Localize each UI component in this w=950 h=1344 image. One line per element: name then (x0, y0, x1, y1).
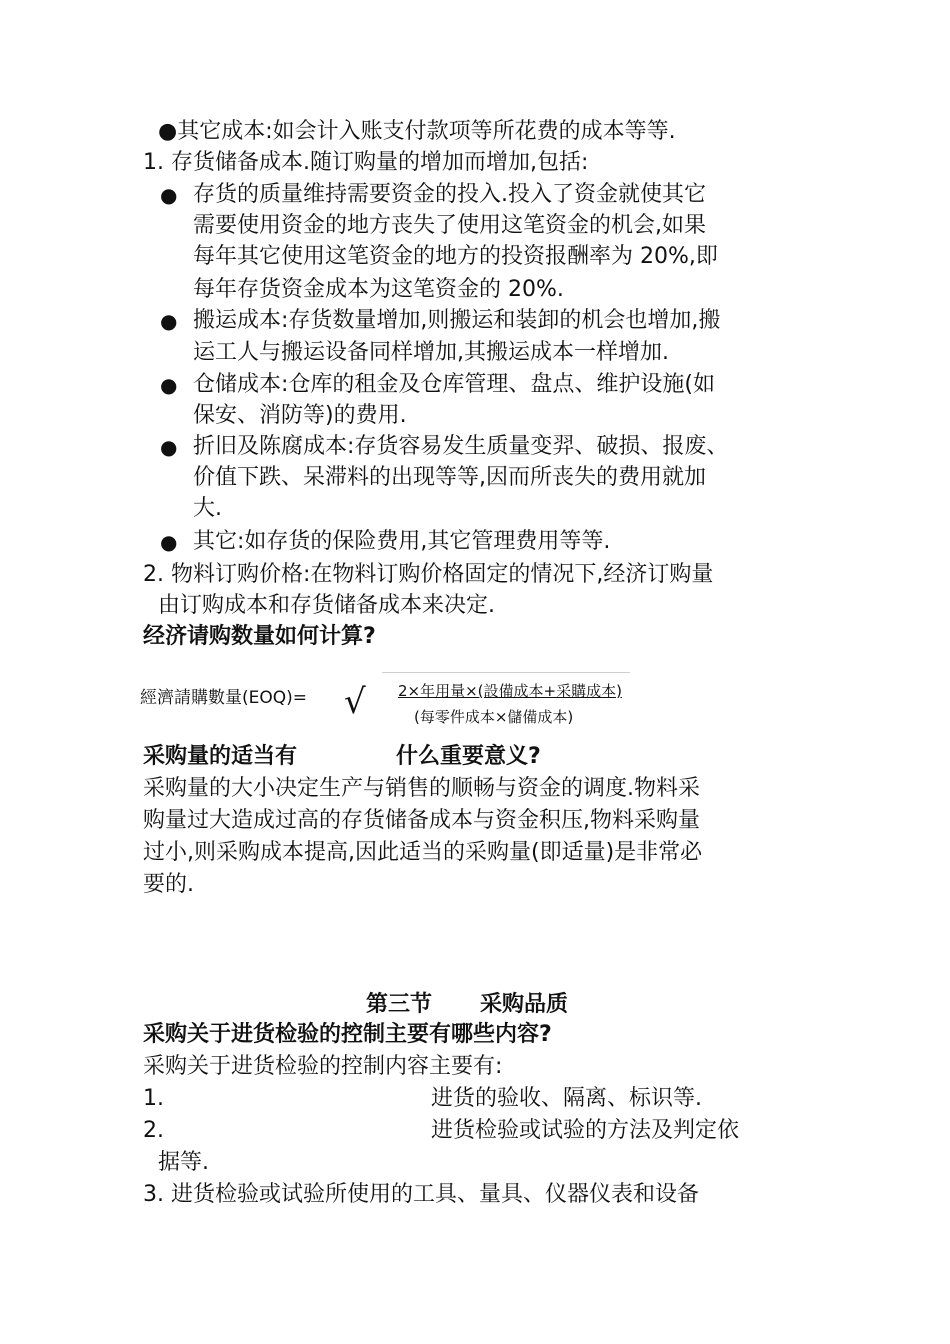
sqrt-icon: √ (344, 682, 366, 722)
text-line-other-costs: ●其它成本:如会计入账支付款项等所花费的成本等等. (158, 119, 676, 144)
bullet-text-line: 大. (193, 496, 222, 521)
inspection-item-number: 1. (143, 1086, 164, 1111)
heading-meaning-part1: 采购量的适当有 (143, 744, 298, 769)
inspection-item-text-cont: 据等. (158, 1150, 209, 1175)
heading-inspection: 采购关于进货检验的控制主要有哪些内容? (143, 1022, 552, 1047)
bullet-text-line: 每年其它使用这笔资金的地方的投资报酬率为 20%,即 (193, 244, 718, 269)
bullet-icon: ● (160, 530, 178, 554)
inspection-item-text: 进货检验或试验的方法及判定依 (431, 1118, 740, 1143)
bullet-text-line: 仓储成本:仓库的租金及仓库管理、盘点、维护设施(如 (193, 372, 715, 397)
section-title-name: 采购品质 (480, 992, 569, 1017)
bullet-icon: ● (160, 183, 178, 207)
paragraph-line: 购量过大造成过高的存货储备成本与资金积压,物料采购量 (143, 808, 700, 833)
heading-meaning-part2: 什么重要意义? (396, 744, 541, 769)
inspection-item-text: 进货的验收、隔离、标识等. (431, 1086, 702, 1111)
root-vinculum (382, 672, 630, 673)
bullet-text-line: 价值下跌、呆滞料的出现等等,因而所丧失的费用就加 (193, 465, 706, 490)
bullet-text-line: 保安、消防等)的费用. (193, 403, 407, 428)
bullet-icon: ● (160, 373, 178, 397)
bullet-text-line: 每年存货资金成本为这笔资金的 20%. (193, 277, 564, 302)
bullet-text-line: 需要使用资金的地方丧失了使用这笔资金的机会,如果 (193, 213, 706, 238)
bullet-text-line: 搬运成本:存货数量增加,则搬运和装卸的机会也增加,搬 (193, 308, 721, 333)
heading-eoq: 经济请购数量如何计算? (143, 624, 376, 649)
bullet-text-line: 存货的质量维持需要资金的投入.投入了资金就使其它 (193, 182, 706, 207)
bullet-icon: ● (160, 435, 178, 459)
bullet-text-line: 折旧及陈腐成本:存货容易发生质量变羿、破损、报废、 (193, 434, 729, 459)
paragraph-line: 过小,则采购成本提高,因此适当的采购量(即适量)是非常必 (143, 840, 703, 865)
inspection-item-number: 2. (143, 1118, 164, 1143)
formula-lhs: 經濟請購數量(EOQ)= (140, 688, 308, 708)
bullet-text-line: 运工人与搬运设备同样增加,其搬运成本一样增加. (193, 340, 669, 365)
list-item-purchase-price: 2. 物料订购价格:在物料订购价格固定的情况下,经济订购量 (143, 562, 714, 587)
paragraph-line: 采购量的大小决定生产与销售的顺畅与资金的调度.物料采 (143, 776, 700, 801)
list-item-storage-cost: 1. 存货储备成本.随订购量的增加而增加,包括: (143, 150, 589, 175)
inspection-item-text: 3. 进货检验或试验所使用的工具、量具、仪器仪表和设备 (143, 1182, 699, 1207)
section-title-number: 第三节 (366, 992, 433, 1017)
formula-denominator: (每零件成本×儲備成本) (414, 708, 574, 726)
paragraph-line: 要的. (143, 872, 194, 897)
bullet-icon: ● (160, 309, 178, 333)
inspection-intro: 采购关于进货检验的控制内容主要有: (143, 1054, 503, 1079)
bullet-text-line: 其它:如存货的保险费用,其它管理费用等等. (193, 529, 611, 554)
list-item-purchase-price-cont: 由订购成本和存货储备成本来决定. (158, 593, 495, 618)
formula-numerator: 2×年用量×(設備成本+采購成本) (398, 682, 622, 700)
